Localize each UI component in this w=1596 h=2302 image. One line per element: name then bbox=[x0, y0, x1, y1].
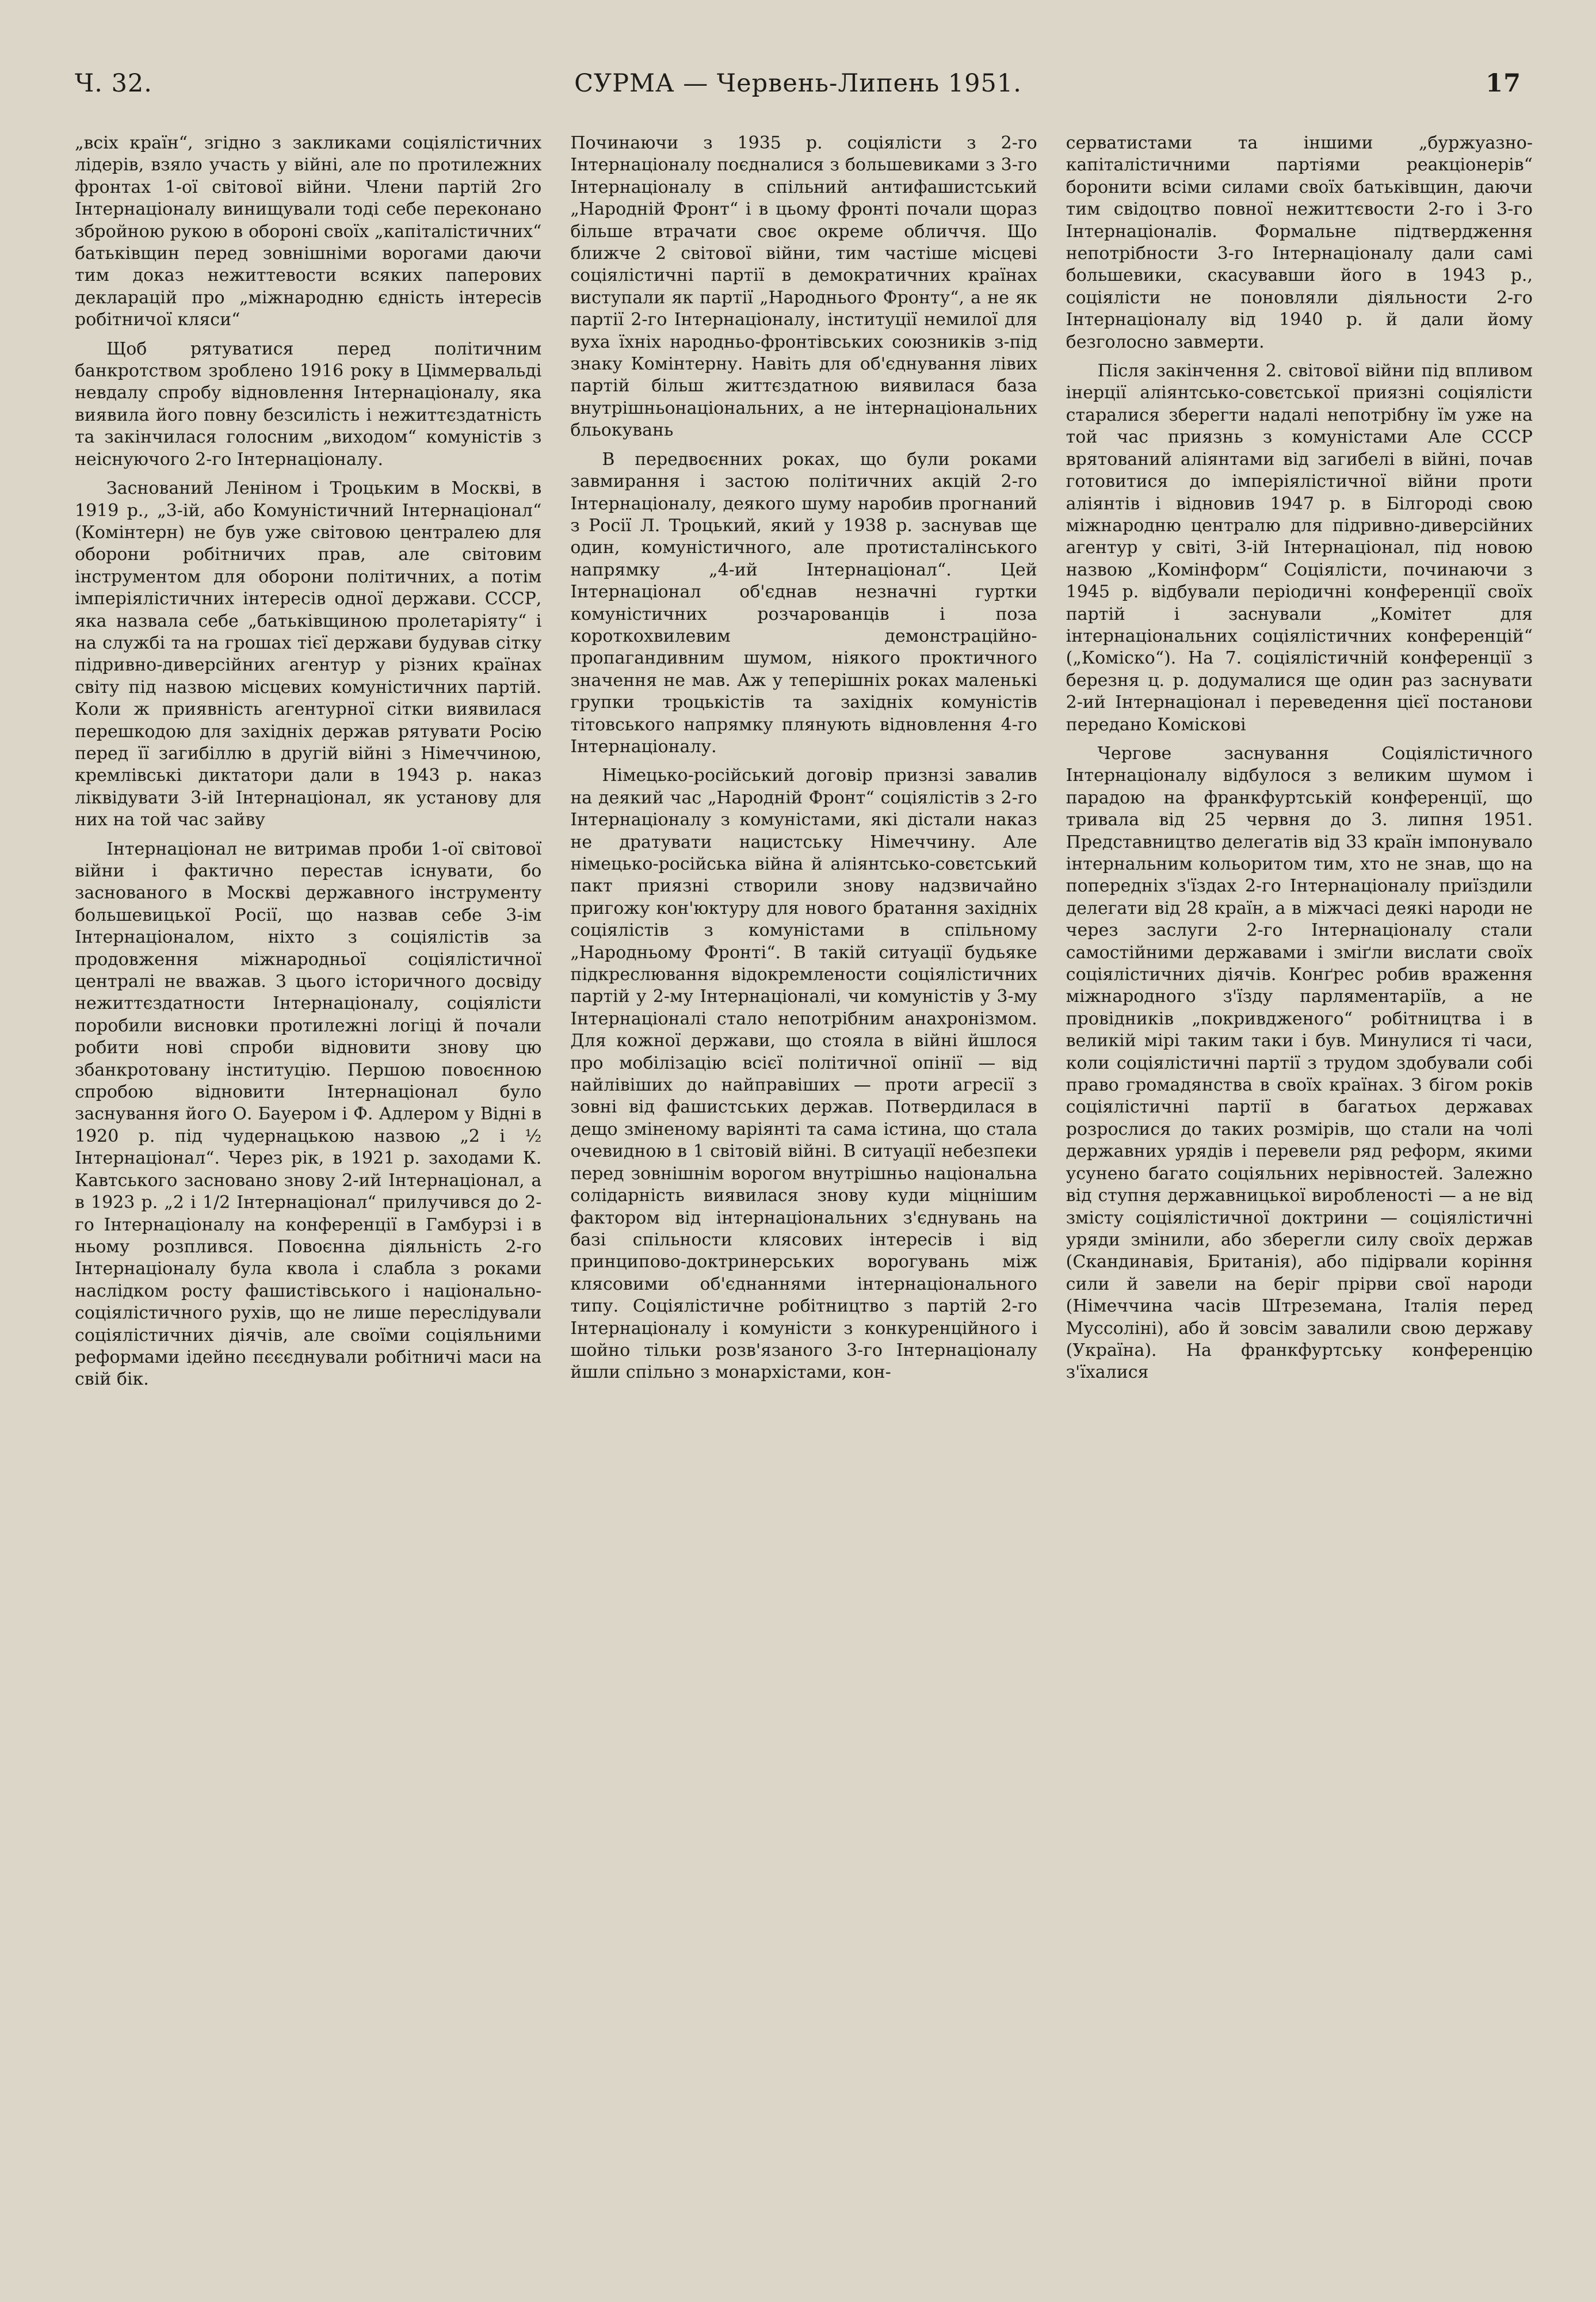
page-header bbox=[75, 58, 1521, 109]
article-paragraph: Щоб рятуватися перед політичним банкротством зроблено 1916 року в Ціммервальді невдалу спробу відновлення Інтернаціоналу, яка виявила його повну безсилість і нежиттєздатність та закінчилася голосним „виходом“ комуністів з неіснуючого 2-го Інтернаціоналу. bbox=[75, 338, 542, 470]
article-paragraph: Заснований Леніном і Троцьким в Москві, в 1919 р., „3-ій, або Комуністичний Інтернаціонал“ (Комінтерн) не був уже світовою централею для оборони робітничих прав, але світовим інструментом для оборони політичних, а потім імперіялістичних інтересів одної держави. СССР, яка назвала себе „батьківщиною пролетаріяту“ і на службі та на грошах тієї держави будував сітку підривно-диверсійних агентур у різних країнах світу під назвою місцевих комуністичних партій. Коли ж приявність агентурної сітки виявилася перешкодою для західніх держав рятувати Росію перед її загибіллю в другій війні з Німеччиною, кремлівські диктатори дали в 1943 р. наказ ліквідувати 3-ій Інтернаціонал, як установу для них на той час зайву bbox=[75, 478, 542, 830]
text-column-2 bbox=[570, 132, 1037, 2244]
article-paragraph: Починаючи з 1935 р. соціялісти з 2-го Інтернаціоналу поєдналися з большевиками з 3-го Інтернаціоналу в спільний антифашистський „Народній Фронт“ і в цьому фронті почали щораз більше втрачати своє окреме обличчя. Що ближче 2 світової війни, тим частіше місцеві соціялістичні партії в демократичних країнах виступали як партії „Народнього Фронту“, а не як партії 2-го Інтернаціоналу, інституції немилої для вуха їхніх народньо-фронтівських союзників з-під знаку Комінтерну. Навіть для об'єднування лівих партій більш життєздатною виявилася база внутрішньонаціональних, а не інтернаціональних бльокувань bbox=[570, 133, 1037, 441]
article-paragraph: серватистами та іншими „буржуазно-капіталістичними партіями реакціонерів“ боронити всіми силами своїх батьківщин, даючи тим свідоцтво повної нежиттєвости 2-го і 3-го Інтернаціоналів. Формальне підтвердження непотрібности 3-го Інтернаціоналу дали самі большевики, скасувавши його в 1943 р., соціялісти не поновляли діяльности 2-го Інтернаціоналу від 1940 р. й дали йому безголосно завмерти. bbox=[1066, 133, 1533, 352]
article-paragraph: Чергове заснування Соціялістичного Інтернаціоналу відбулося з великим шумом і парадою на франкфуртській конференції, що тривала від 25 червня до 3. липня 1951. Представництво делегатів від 33 країн імпонувало інтернальним кольоритом тим, хто не знав, що на попередніх з'їздах 2-го Інтернаціоналу приїздили делегати від 28 країн, а в міжчасі деякі народи не через заслуги 2-го Інтернаціоналу стали самостійними державами і зміґли вислати своїх соціялістичних діячів. Конґрес робив враження міжнародного з'їзду парляментаріїв, а не провідників „покривдженого“ робітництва і в великій мірі таким таки і був. Минулися ті часи, коли соціялістичні партії з трудом здобували собі право громадянства в своїх країнах. З бігом років соціялістичні партії в багатьох державах розрослися до таких розмірів, що стали на чолі державних урядів і перевели ряд реформ, якими усунено багато соціяльних нерівностей. Залежно від ступня державницької виробленості — а не від змісту соціялістичної доктрини — соціялістичні уряди змінили, або зберегли силу своїх держав (Скандинавія, Британія), або підірвали коріння сили й завели на беріг прірви свої народи (Німеччина часів Штреземана, Італія перед Муссоліні), або й зовсім завалили свою державу (Україна). На франкфуртську конференцію з'їхалися bbox=[1066, 743, 1533, 1383]
article-paragraph: Німецько-російський договір признзі завалив на деякий час „Народній Фронт“ соціялістів з 2-го Інтернаціоналу з комуністами, які дістали наказ не дратувати нацистську Німеччину. Але німецько-російська війна й аліянтсько-совєтський пакт приязні створили знову надзвичайно пригожу кон'юктуру для нового братання західніх соціялістів з комуністами в спільному „Народньому Фронті“. В такій ситуації будьяке підкреслювання відокремлености соціялістичних партій у 2-му Інтернаціоналі, чи комуністів у 3-му Інтернаціоналі стало непотрібним анахронізмом. Для кожної держави, що стояла в війні йшлося про мобілізацію всієї політичної опінії — від найлівіших до найправіших — проти агресії з зовні від фашистських держав. Потвердилася в дещо зміненому варіянті та сама істина, що стала очевидною в 1 світовій війні. В ситуації небезпеки перед зовнішнім ворогом внутрішньо національна солідарність виявилася знову куди міцнішим фактором від інтернаціональних з'єднувань на базі спільности клясових інтересів і від принципово-доктринерських ворогувань між клясовими об'єднаннями інтернаціонального типу. Соціялістичне робітництво з партій 2-го Інтернаціоналу і комуністи з конкуренційного і шойно тільки розв'язаного 3-го Інтернаціоналу йшли спільно з монархістами, кон- bbox=[570, 765, 1037, 1383]
article-paragraph: Після закінчення 2. світової війни під впливом інерції аліянтсько-совєтської приязні соціялісти старалися зберегти надалі непотрібну їм уже на той час приязнь з комуністами Але СССР врятований аліянтами від загибелі в війні, почав готовитися до імперіялістичної війни проти аліянтів і відновив 1947 р. в Білгороді свою міжнародню централю для підривно-диверсійних агентур у світі, 3-ій Інтернаціонал, під новою назвою „Комінформ“ Соціялісти, починаючи з 1945 р. відбували періодичні конференції своїх партій і заснували „Комітет для інтернаціональних соціялістичних конференцій“ („Коміско“). На 7. соціялістичній конференції з березня ц. р. додумалися ще один раз заснувати 2-ий Інтернаціонал і переведення цієї постанови передано Коміскові bbox=[1066, 361, 1533, 735]
article-paragraph: Інтернаціонал не витримав проби 1-ої світової війни і фактично перестав існувати, бо заснованого в Москві державного інструменту большевицької Росії, що назвав себе 3-ім Інтернаціоналом, ніхто з соціялістів за продовження міжнародньої соціялістичної централі не вважав. З цього історичного досвіду нежиттєздатности Інтернаціоналу, соціялісти поробили висновки протилежні логіці й почали робити нові спроби відновити знову цю збанкротовану інституцію. Першою повоєнною спробою відновити Інтернаціонал було заснування його О. Бауером і Ф. Адлером у Відні в 1920 р. під чудернацькою назвою „2 і ½ Інтернаціонал“. Через рік, в 1921 р. заходами К. Кавтського засновано знову 2-ий Інтернаціонал, а в 1923 р. „2 і 1/2 Інтернаціонал“ прилучився до 2-го Інтернаціоналу на конференції в Гамбурзі і в ньому розплився. Повоєнна діяльність 2-го Інтернаціоналу була квола і слабла з роками наслідком росту фашистівського і національно-соціялістичного рухів, що не лише переслідували соціялістичних діячів, але своїми соціяльними реформами ідейно пєєєднували робітничі маси на свій бік. bbox=[75, 839, 542, 1390]
article-body bbox=[75, 132, 1533, 2244]
text-column-1 bbox=[75, 132, 541, 2244]
publication-title: СУРМА — Червень-Липень 1951. bbox=[574, 69, 1022, 98]
text-column-3 bbox=[1066, 132, 1533, 2244]
article-paragraph: „всіх країн“, згідно з закликами соціялістичних лідерів, взяло участь у війні, але по протилежних фронтах 1-ої світової війни. Члени партій 2го Інтернаціоналу винищували тоді себе переконано збройною рукою в обороні своїх „капіталістичних“ батьківщин перед зовнішніми ворогами даючи тим доказ нежиттевости всяких паперових декларацій про „міжнародню єдність інтересів робітничої кляси“ bbox=[75, 133, 542, 330]
issue-number: Ч. 32. bbox=[75, 69, 152, 98]
article-paragraph: В передвоєнних роках, що були роками завмирання і застою політичних акцій 2-го Інтернаціоналу, деякого шуму наробив прогнаний з Росії Л. Троцький, який у 1938 р. заснував ще один, комуністичного, але протисталінського напрямку „4-ий Інтернаціонал“. Цей Інтернаціонал об'єднав незначні гуртки комуністичних розчарованців і поза короткохвилевим демонстраційно-пропагандивним шумом, ніякого проктичного значення не мав. Аж у теперішніх роках маленькі групки троцькістів та західніх комуністів тітовського напрямку плянують відновлення 4-го Інтернаціоналу. bbox=[570, 449, 1037, 757]
page-number: 17 bbox=[1486, 69, 1521, 98]
